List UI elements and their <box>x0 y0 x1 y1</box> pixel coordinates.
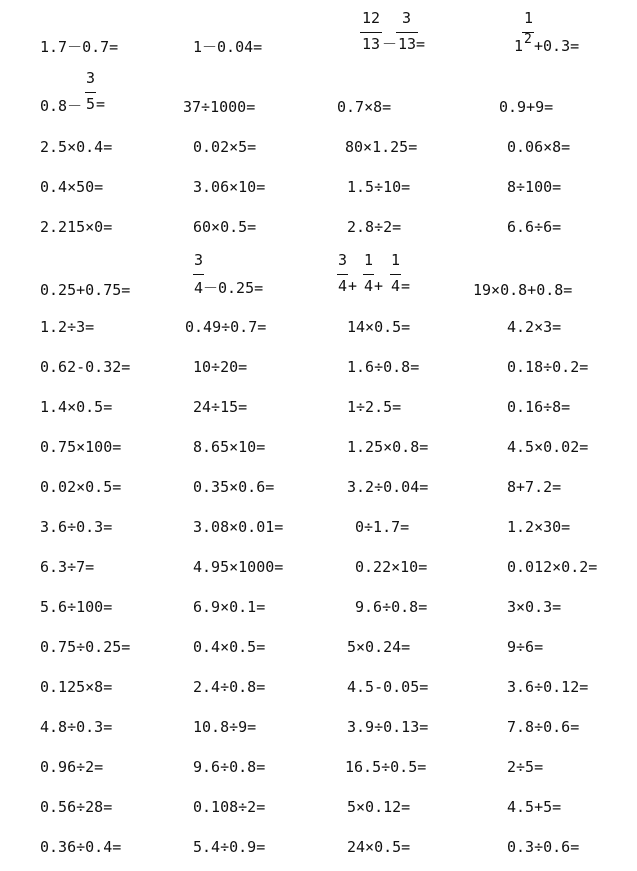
denominator: 4 <box>338 277 348 295</box>
problem-r11-c3: 1.2×30= <box>507 518 571 536</box>
problem-r19-c3: 0.3÷0.6= <box>507 838 580 856</box>
problem-r13-c1: 6.9×0.1= <box>193 598 266 616</box>
problem-r1-c2: 0.7×8= <box>337 98 392 116</box>
operator: + <box>348 277 358 295</box>
problem-r14-c2: 5×0.24= <box>347 638 411 656</box>
problem-r9-c2: 1.25×0.8= <box>347 438 429 456</box>
problem-r16-c1: 10.8÷9= <box>193 718 257 736</box>
problem-r10-c1: 0.35×0.6= <box>193 478 275 496</box>
problem-r15-c3: 3.6÷0.12= <box>507 678 589 696</box>
fraction-bar <box>337 274 348 275</box>
problem-r10-c0: 0.02×0.5= <box>40 478 122 496</box>
operation-tail: +0.3= <box>534 37 580 55</box>
problem-r3-c3: 8÷100= <box>507 178 562 196</box>
problem-r12-c2: 0.22×10= <box>355 558 428 576</box>
problem-r7-c2: 1.6÷0.8= <box>347 358 420 376</box>
denominator: 4 <box>364 277 374 295</box>
operation-tail: －0.25= <box>203 279 264 297</box>
problem-r16-c2: 3.9÷0.13= <box>347 718 429 736</box>
problem-r2-c2: 80×1.25= <box>345 138 418 156</box>
problem-r19-c1: 5.4÷0.9= <box>193 838 266 856</box>
problem-r5-c3: 19×0.8+0.8= <box>473 281 573 299</box>
equals: = <box>401 277 411 295</box>
problem-r15-c0: 0.125×8= <box>40 678 113 696</box>
problem-r11-c0: 3.6÷0.3= <box>40 518 113 536</box>
problem-r2-c3: 0.06×8= <box>507 138 571 156</box>
fraction-bar <box>390 274 401 275</box>
fraction-bar <box>193 274 204 275</box>
problem-r6-c3: 4.2×3= <box>507 318 562 336</box>
problem-r18-c1: 0.108÷2= <box>193 798 266 816</box>
problem-r4-c3: 6.6÷6= <box>507 218 562 236</box>
problem-r10-c2: 3.2÷0.04= <box>347 478 429 496</box>
problem-r0-c0: 1.7－0.7= <box>40 38 119 56</box>
denominator: 13 <box>362 35 381 53</box>
problem-r17-c1: 9.6÷0.8= <box>193 758 266 776</box>
problem-r10-c3: 8+7.2= <box>507 478 562 496</box>
problem-r9-c1: 8.65×10= <box>193 438 266 456</box>
operator: － <box>382 35 398 53</box>
problem-r3-c1: 3.06×10= <box>193 178 266 196</box>
numerator: 3 <box>402 9 412 27</box>
problem-r9-c3: 4.5×0.02= <box>507 438 589 456</box>
problem-r13-c3: 3×0.3= <box>507 598 562 616</box>
problem-r11-c1: 3.08×0.01= <box>193 518 284 536</box>
problem-r11-c2: 0÷1.7= <box>355 518 410 536</box>
leading-operand: 0.8－ <box>40 97 83 115</box>
problem-r16-c0: 4.8÷0.3= <box>40 718 113 736</box>
denominator: 2 <box>524 32 532 47</box>
problem-r0-c1: 1－0.04= <box>193 38 263 56</box>
fraction-bar <box>363 274 374 275</box>
problem-r4-c2: 2.8÷2= <box>347 218 402 236</box>
numerator: 1 <box>391 251 401 269</box>
problem-r12-c0: 6.3÷7= <box>40 558 95 576</box>
problem-r18-c0: 0.56÷28= <box>40 798 113 816</box>
problem-r14-c0: 0.75÷0.25= <box>40 638 131 656</box>
problem-r14-c1: 0.4×0.5= <box>193 638 266 656</box>
problem-r8-c1: 24÷15= <box>193 398 248 416</box>
problem-r6-c1: 0.49÷0.7= <box>185 318 267 336</box>
problem-r1-c1: 37÷1000= <box>183 98 256 116</box>
problem-r6-c2: 14×0.5= <box>347 318 411 336</box>
denominator: 4 <box>194 279 204 297</box>
problem-r8-c3: 0.16÷8= <box>507 398 571 416</box>
numerator: 1 <box>364 251 374 269</box>
problem-r3-c0: 0.4×50= <box>40 178 104 196</box>
problem-r1-c3: 0.9+9= <box>499 98 554 116</box>
numerator: 3 <box>338 251 348 269</box>
numerator: 12 <box>362 9 381 27</box>
problem-r14-c3: 9÷6= <box>507 638 544 656</box>
whole-number: 1 <box>514 37 524 55</box>
problem-r5-c0: 0.25+0.75= <box>40 281 131 299</box>
problem-r2-c1: 0.02×5= <box>193 138 257 156</box>
operator: + <box>374 277 384 295</box>
problem-r7-c0: 0.62-0.32= <box>40 358 131 376</box>
problem-r15-c2: 4.5-0.05= <box>347 678 429 696</box>
problem-r19-c0: 0.36÷0.4= <box>40 838 122 856</box>
problem-r17-c2: 16.5÷0.5= <box>345 758 427 776</box>
problem-r18-c3: 4.5+5= <box>507 798 562 816</box>
numerator: 1 <box>524 9 534 27</box>
equals: = <box>416 35 426 53</box>
problem-r7-c3: 0.18÷0.2= <box>507 358 589 376</box>
equals: = <box>96 95 106 113</box>
fraction-bar <box>85 92 96 93</box>
fraction-bar <box>396 32 418 33</box>
problem-r18-c2: 5×0.12= <box>347 798 411 816</box>
problem-r8-c2: 1÷2.5= <box>347 398 402 416</box>
problem-r13-c0: 5.6÷100= <box>40 598 113 616</box>
problem-r12-c3: 0.012×0.2= <box>507 558 598 576</box>
problem-r13-c2: 9.6÷0.8= <box>355 598 428 616</box>
problem-r6-c0: 1.2÷3= <box>40 318 95 336</box>
denominator: 5 <box>86 95 96 113</box>
problem-r3-c2: 1.5÷10= <box>347 178 411 196</box>
problem-r19-c2: 24×0.5= <box>347 838 411 856</box>
denominator: 4 <box>391 277 401 295</box>
fraction-bar <box>360 32 382 33</box>
problem-r4-c0: 2.215×0= <box>40 218 113 236</box>
numerator: 3 <box>86 69 96 87</box>
denominator: 13 <box>398 35 417 53</box>
numerator: 3 <box>194 251 204 269</box>
problem-r12-c1: 4.95×1000= <box>193 558 284 576</box>
problem-r2-c0: 2.5×0.4= <box>40 138 113 156</box>
problem-r8-c0: 1.4×0.5= <box>40 398 113 416</box>
problem-r17-c3: 2÷5= <box>507 758 544 776</box>
problem-r4-c1: 60×0.5= <box>193 218 257 236</box>
problem-r17-c0: 0.96÷2= <box>40 758 104 776</box>
problem-r16-c3: 7.8÷0.6= <box>507 718 580 736</box>
problem-r15-c1: 2.4÷0.8= <box>193 678 266 696</box>
problem-r7-c1: 10÷20= <box>193 358 248 376</box>
problem-r9-c0: 0.75×100= <box>40 438 122 456</box>
